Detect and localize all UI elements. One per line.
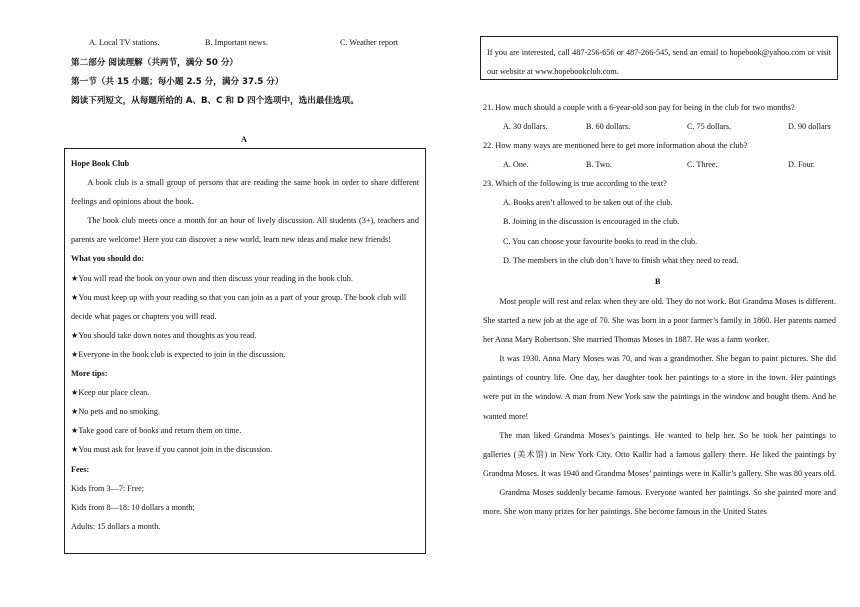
q22-option-d: D. Four.: [788, 160, 816, 169]
tip-item: ★No pets and no smoking.: [71, 407, 160, 417]
passage-a-label: A: [241, 135, 247, 144]
question-23: 23. Which of the following is true according to the text?: [483, 179, 667, 188]
q22-option-b: B. Two.: [586, 160, 612, 169]
part-title: 第二部分 阅读理解（共两节，满分 50 分）: [71, 58, 239, 68]
passage-a-box: [64, 148, 426, 554]
question-21: 21. How much should a couple with a 6-year-old son pay for being in the club for two months?: [483, 103, 795, 112]
prev-option-c: C. Weather report: [340, 38, 399, 47]
q23-option-a: A. Books aren’t allowed to be taken out of the club.: [503, 198, 673, 207]
passage-a-paragraph: The book club meets once a month for an hour of lively discussion. All students (3+), teachers and parents are welcome! Here you can discover a new world, learn new ideas and make new friends!: [71, 216, 419, 245]
instruction: 阅读下列短文，从每题所给的 A、B、C 和 D 四个选项中，选出最佳选项。: [71, 96, 359, 106]
q23-option-c: C. You can choose your favourite books to read in the club.: [503, 237, 698, 246]
contact-box: If you are interested, call 487-256-656 or 487-266-545, send an email to hopebook@yahoo.com or visit our website at www.hopebookclub.com.: [480, 36, 838, 80]
passage-b-paragraph: It was 1930. Anna Mary Moses was 70, and was a grandmother. She began to paint pictures. She did paintings of country life. One day, her daughter took her paintings to a store in the town. Her paintings were put in the window. A man from New York saw the paintings in the window and bought them. And he wanted more!: [483, 354, 836, 421]
what-item: ★Everyone in the book club is expected to join in the discussion.: [71, 349, 286, 359]
prev-option-a: A. Local TV stations.: [89, 38, 160, 47]
tip-item: ★Take good care of books and return them on time.: [71, 426, 242, 436]
question-22: 22. How many ways are mentioned here to get more information about the club?: [483, 141, 748, 150]
q22-option-c: C. Three.: [687, 160, 718, 169]
passage-b-paragraph: Grandma Moses suddenly became famous. Everyone wanted her paintings. So she painted more and more. She won many prizes for her paintings. She become famous in the United States: [483, 487, 836, 517]
q21-option-c: C. 75 dollars.: [687, 122, 732, 131]
fee-item: Kids from 8—18: 10 dollars a month;: [71, 502, 195, 512]
q21-option-b: B. 60 dollars.: [586, 122, 631, 131]
fee-item: Kids from 3—7: Free;: [71, 483, 144, 493]
prev-option-b: B. Important news.: [205, 38, 268, 47]
tip-item: ★You must ask for leave if you cannot join in the discussion.: [71, 445, 273, 455]
q21-option-a: A. 30 dollars.: [503, 122, 548, 131]
passage-b-paragraph: Most people will rest and relax when they are old. They do not work. But Grandma Moses is different. She started a new job at the age of 70. She was born in a poor farmer’s family in 1860. Her parents named her Anna Mary Robertson. She married Thomas Moses in 1887. He was a farm worker.: [483, 297, 836, 345]
section-title: 第一节（共 15 小题；每小题 2.5 分，满分 37.5 分）: [71, 77, 284, 87]
q23-option-d: D. The members in the club don’t have to finish what they need to read.: [503, 256, 739, 265]
fee-item: Adults: 15 dollars a month.: [71, 521, 161, 531]
passage-b-paragraph: The man liked Grandma Moses’s paintings. He wanted to help her. So he took her paintings to galleries (美术馆) in New York City. Otto Kallir had a famous gallery there. He liked the paintings by Grandma Moses. It was 1940 and Grandma Moses’ paintings were in Kallir’s gallery. She was 80 years old.: [483, 430, 836, 478]
club-title: Hope Book Club: [71, 159, 130, 168]
what-item: ★You should take down notes and thoughts as you read.: [71, 330, 257, 340]
q23-option-b: B. Joining in the discussion is encouraged in the club.: [503, 217, 680, 226]
passage-b-label: B: [655, 277, 661, 286]
tip-item: ★Keep our place clean.: [71, 388, 150, 398]
tips-heading: More tips:: [71, 369, 108, 379]
what-item: ★You must keep up with your reading so that you can join as a part of your group. The book club will decide what pages or chapters you will read.: [71, 292, 407, 321]
what-item: ★You will read the book on your own and then discuss your reading in the book club.: [71, 273, 353, 283]
q22-option-a: A. One.: [503, 160, 529, 169]
passage-a-paragraph: A book club is a small group of persons that are reading the same book in order to share different feelings and opinions about the book.: [71, 178, 419, 207]
q21-option-d: D. 90 dollars: [788, 122, 831, 131]
what-heading: What you should do:: [71, 254, 145, 264]
fees-heading: Fees:: [71, 464, 90, 474]
passage-b-body: [483, 292, 836, 521]
